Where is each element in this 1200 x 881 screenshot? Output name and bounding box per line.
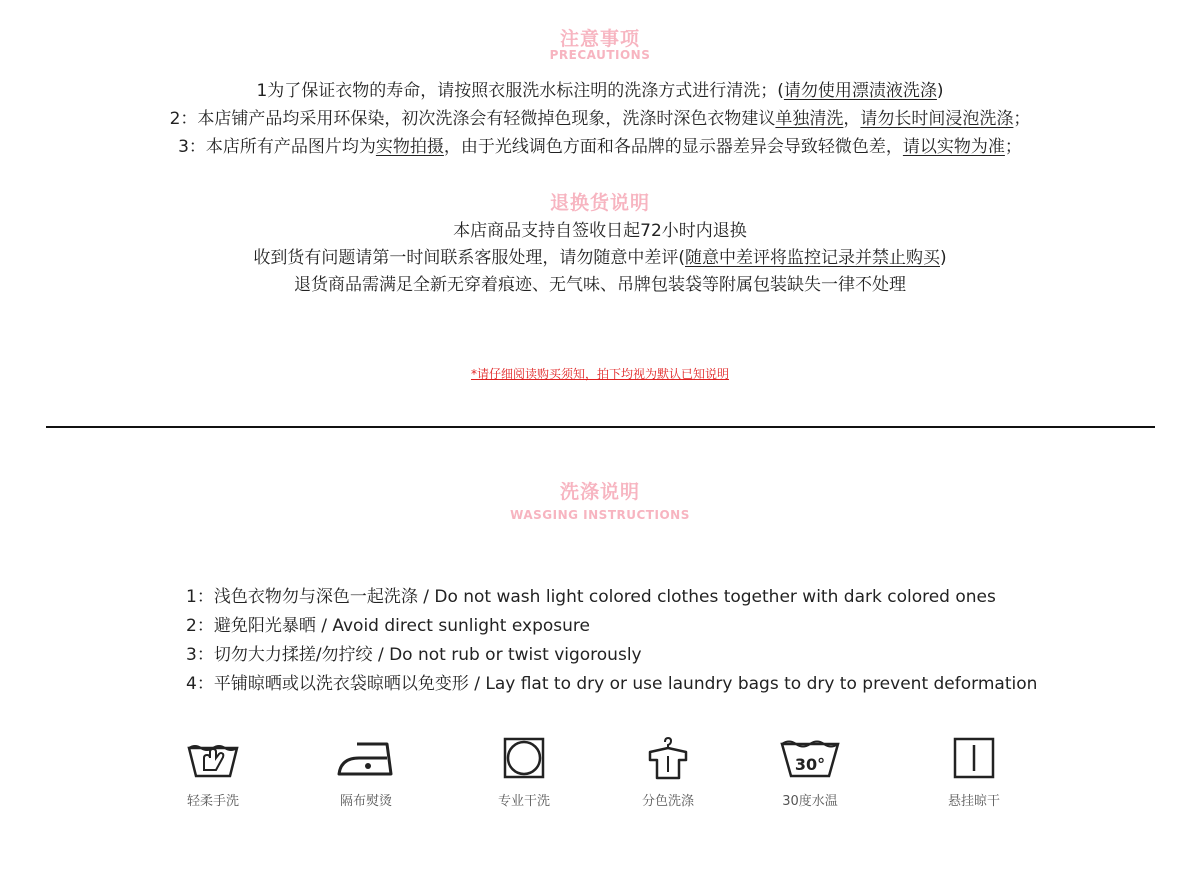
care-label-shirt-separate: 分色洗涤 — [641, 794, 694, 809]
precaution-line-2-mid: ， — [843, 109, 861, 129]
precaution-line-3-mid: ，由于光线调色方面和各品牌的显示器差异会导致轻微色差， — [443, 137, 903, 157]
precaution-line-3-end: ； — [1004, 137, 1022, 157]
wash-30-text: 30° — [794, 755, 826, 774]
iron-icon — [335, 736, 397, 780]
washing-title: 洗涤说明 — [559, 481, 640, 503]
returns-line-2-underline: 随意中差评将监控记录并禁止购买 — [685, 248, 940, 268]
wash-instruction-3: 3：切勿大力揉搓/勿拧绞 / Do not rub or twist vigorously — [186, 645, 642, 665]
care-item-dry-clean — [469, 728, 579, 828]
precaution-line-1-underline: 请勿使用漂渍液洗涤 — [783, 81, 937, 101]
returns-title: 退换货说明 — [549, 192, 650, 214]
care-item-wash-30 — [755, 728, 865, 828]
precautions-subtitle: PRECAUTIONS — [549, 48, 651, 62]
precaution-line-2-end: ； — [1013, 109, 1031, 129]
precaution-line-3 — [0, 136, 1200, 158]
wash-30-icon — [779, 736, 841, 780]
care-label-dry-clean: 专业干洗 — [497, 794, 550, 809]
precaution-line-3-text: 3：本店所有产品图片均为 — [178, 137, 376, 157]
care-item-hang-dry — [919, 728, 1029, 828]
precaution-line-3-underline-1: 实物拍摄 — [375, 137, 444, 157]
returns-line-1: 本店商品支持自签收日起72小时内退换 — [453, 221, 747, 241]
care-label-iron: 隔布熨烫 — [339, 794, 392, 809]
wash-instruction-1: 1：浅色衣物勿与深色一起洗涤 / Do not wash light colored clothes together with dark colored ones — [186, 587, 996, 607]
returns-line-2 — [0, 247, 1200, 269]
returns-line-2-end: ) — [940, 248, 947, 268]
precaution-line-2-underline-1: 单独清洗 — [775, 109, 844, 129]
precaution-line-1-end: ) — [936, 81, 944, 101]
wash-instruction-2: 2：避免阳光暴晒 / Avoid direct sunlight exposure — [186, 616, 590, 636]
wash-instruction-4: 4：平铺晾晒或以洗衣袋晾晒以免变形 / Lay flat to dry or use laundry bags to dry to prevent deformation — [186, 674, 1038, 694]
hang-dry-icon — [952, 736, 996, 780]
care-label-hang-dry: 悬挂晾干 — [947, 794, 1000, 809]
hand-wash-icon — [186, 736, 240, 780]
care-item-shirt-separate — [613, 728, 723, 828]
precaution-line-2 — [0, 108, 1200, 130]
care-label-hand-wash: 轻柔手洗 — [186, 794, 239, 809]
section-divider — [46, 426, 1155, 428]
care-item-hand-wash — [158, 728, 268, 828]
care-label-wash-30: 30度水温 — [782, 794, 838, 809]
dry-clean-icon — [502, 736, 546, 780]
precaution-line-2-underline-2: 请勿长时间浸泡洗涤 — [860, 109, 1014, 129]
care-item-iron — [311, 728, 421, 828]
precaution-line-2-text: 2：本店铺产品均采用环保染，初次洗涤会有轻微掉色现象，洗涤时深色衣物建议 — [169, 109, 776, 129]
precautions-title: 注意事项 — [559, 28, 640, 50]
precaution-line-3-underline-2: 请以实物为准 — [902, 137, 1005, 157]
returns-line-2-text: 收到货有问题请第一时间联系客服处理，请勿随意中差评( — [253, 248, 685, 268]
purchase-notice: *请仔细阅读购买须知，拍下均视为默认已知说明 — [470, 367, 729, 381]
returns-line-3: 退货商品需满足全新无穿着痕迹、无气味、吊牌包装袋等附属包装缺失一律不处理 — [294, 275, 906, 295]
precaution-line-1 — [0, 80, 1200, 102]
shirt-separate-icon — [646, 736, 690, 780]
precaution-line-1-text: 1为了保证衣物的寿命，请按照衣服洗水标注明的洗涤方式进行清洗；( — [256, 81, 784, 101]
washing-subtitle: WASGING INSTRUCTIONS — [510, 508, 690, 522]
